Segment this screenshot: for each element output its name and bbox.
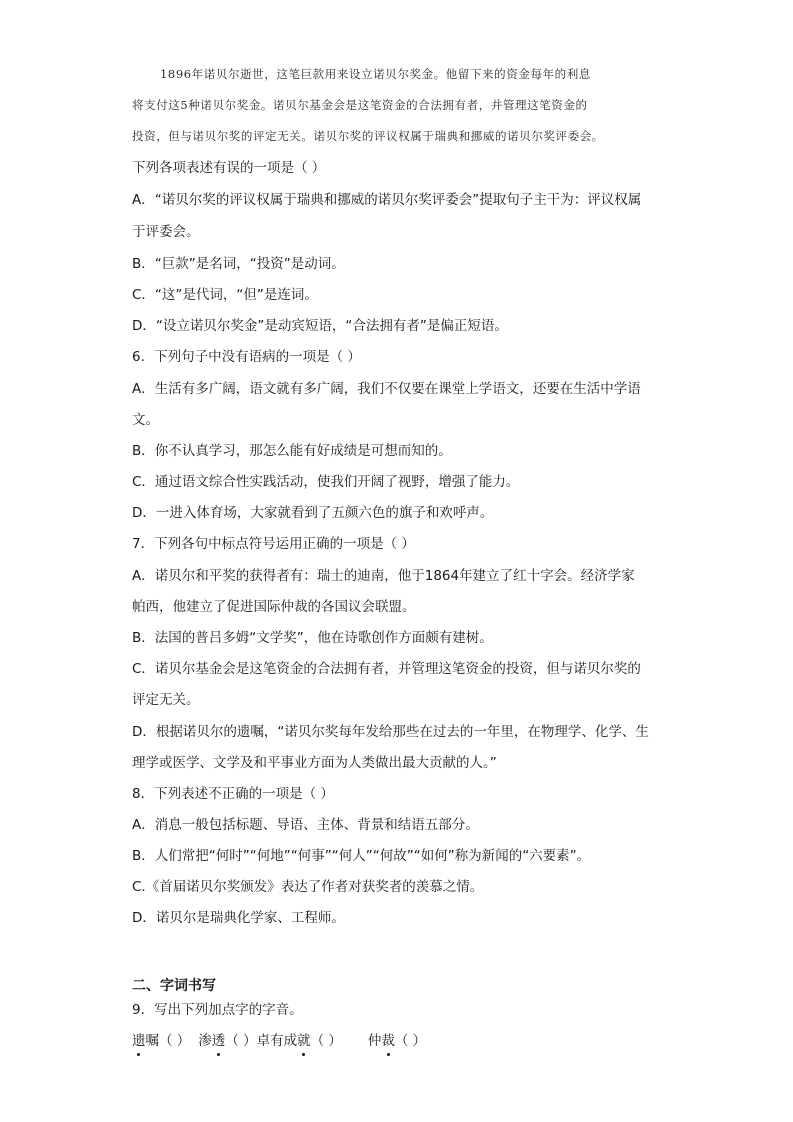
question-9-words (132, 1031, 426, 1051)
question-6-option-b: B．你不认真学习，那怎么能有好成绩是可想而知的。 (132, 443, 452, 459)
question-8-option-d: D．诺贝尔是瑞典化学家、工程师。 (132, 910, 345, 926)
word-1 (132, 1033, 190, 1049)
section-title: 二、字词书写 (132, 978, 216, 994)
word-char: 卓有成 (256, 1033, 298, 1049)
question-7-option-d-cont: 理学或医学、文学及和平事业方面为人类做出最大贡献的人。” (132, 755, 497, 771)
word-char: 渗 (198, 1033, 212, 1049)
question-7-option-b: B．法国的普吕多姆“文学奖”，他在诗歌创作方面颇有建树。 (132, 630, 493, 646)
question-6-option-a-cont: 文。 (132, 412, 159, 428)
question-7-option-c: C．诺贝尔基金会是这笔资金的合法拥有者，并管理这笔资金的投资，但与诺贝尔奖的 (132, 661, 641, 677)
question-5-option-a: A．“诺贝尔奖的评议权属于瑞典和挪威的诺贝尔奖评委会”提取句子主干为：评议权属 (132, 192, 642, 208)
passage-line-3: 投资，但与诺贝尔奖的评定无关。诺贝尔奖的评议权属于瑞典和挪威的诺贝尔奖评委会。 (132, 129, 604, 143)
question-5-option-d: D．“设立诺贝尔奖金”是动宾短语，“合法拥有者”是偏正短语。 (132, 318, 508, 334)
question-6-option-a: A．生活有多广阔，语文就有多广阔，我们不仅要在课堂上学语文，还要在生活中学语 (132, 381, 641, 397)
question-6-option-c: C．通过语文综合性实践活动，使我们开阔了视野，增强了能力。 (132, 474, 520, 490)
passage-line-2: 将支付这5种诺贝尔奖金。诺贝尔基金会是这笔资金的合法拥有者，并管理这笔资金的 (132, 98, 588, 112)
dotted-char: 透 (211, 1033, 226, 1049)
question-6-option-d: D．一进入体育场，大家就看到了五颜六色的旗子和欢呼声。 (132, 505, 494, 521)
dotted-char: 裁 (381, 1033, 395, 1049)
passage-line-1: 1896年诺贝尔逝世，这笔巨款用来设立诺贝尔奖金。他留下来的资金每年的利息 (160, 67, 591, 81)
question-8-stem: 8．下列表述不正确的一项是（ ） (132, 786, 334, 802)
question-9-stem: 9．写出下列加点字的字音。 (132, 1002, 303, 1018)
blank-parens: （ ） (394, 1033, 427, 1049)
blank-parens: （ ） (225, 1033, 257, 1049)
blank-parens: （ ） (159, 1033, 191, 1049)
question-6-stem: 6．下列句子中没有语病的一项是（ ） (132, 349, 361, 365)
question-8-option-c: C.《首届诺贝尔奖颁发》表达了作者对获奖者的羡慕之情。 (132, 879, 484, 895)
question-5-option-b: B．“巨款”是名词，“投资”是动词。 (132, 256, 345, 272)
word-char: 仲 (367, 1033, 382, 1049)
question-5-option-a-cont: 于评委会。 (132, 224, 200, 240)
word-4 (368, 1033, 426, 1049)
question-7-option-a: A．诺贝尔和平奖的获得者有：瑞士的迪南，他于1864年建立了红十字会。经济学家 (132, 568, 635, 584)
blank-parens: （ ） (310, 1033, 342, 1049)
question-7-option-a-cont: 帕西，他建立了促进国际仲裁的各国议会联盟。 (132, 599, 416, 615)
word-2 (198, 1033, 256, 1049)
word-3 (257, 1033, 342, 1049)
question-7-stem: 7．下列各句中标点符号运用正确的一项是（ ） (132, 536, 415, 552)
question-8-option-a: A．消息一般包括标题、导语、主体、背景和结语五部分。 (132, 817, 479, 833)
dotted-char: 遗 (132, 1033, 146, 1049)
question-5-option-c: C．“这”是代词，“但”是连词。 (132, 287, 318, 303)
question-7-option-d: D．根据诺贝尔的遗嘱，“诺贝尔奖每年发给那些在过去的一年里，在物理学、化学、生 (132, 724, 649, 740)
question-8-option-b: B．人们常把“何时”“何地”“何事”“何人”“何故”“如何”称为新闻的“六要素”。 (132, 848, 591, 864)
question-5-stem: 下列各项表述有误的一项是（ ） (132, 160, 326, 176)
word-char: 嘱 (145, 1033, 159, 1049)
question-7-option-c-cont: 评定无关。 (132, 692, 200, 708)
dotted-char: 就 (297, 1033, 311, 1049)
